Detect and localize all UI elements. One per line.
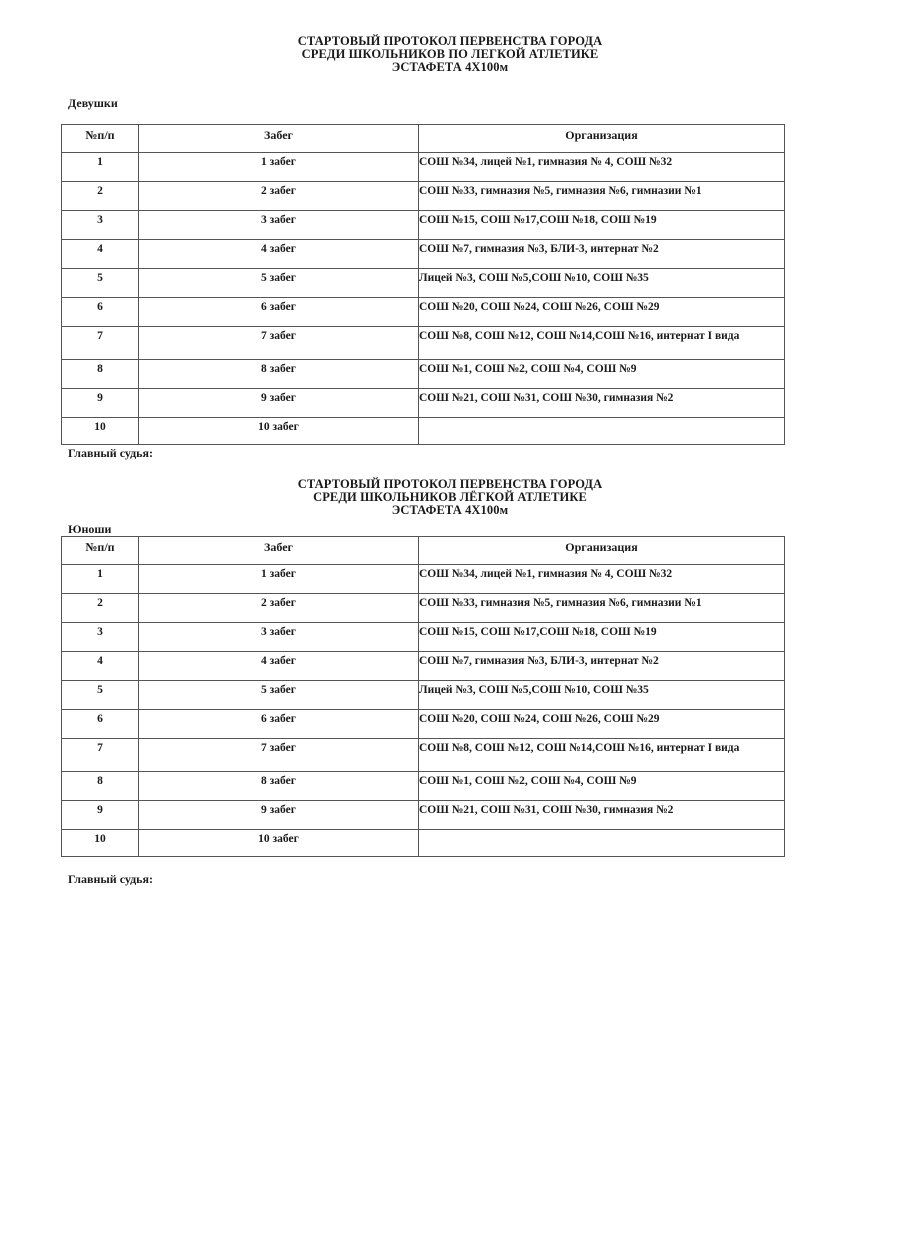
title-line: СРЕДИ ШКОЛЬНИКОВ ЛЁГКОЙ АТЛЕТИКЕ <box>313 490 587 504</box>
row-number: 4 <box>62 240 139 269</box>
row-organization: СОШ №1, СОШ №2, СОШ №4, СОШ №9 <box>419 772 785 801</box>
title-line: СТАРТОВЫЙ ПРОТОКОЛ ПЕРВЕНСТВА ГОРОДА <box>297 34 603 48</box>
table-row <box>62 182 785 211</box>
table-header-row <box>62 537 785 565</box>
row-heat: 8 забег <box>139 360 419 389</box>
row-number: 3 <box>62 623 139 652</box>
table-row <box>62 801 785 830</box>
row-number: 5 <box>62 269 139 298</box>
row-organization: Лицей №3, СОШ №5,СОШ №10, СОШ №35 <box>419 269 785 298</box>
row-heat: 1 забег <box>139 565 419 594</box>
row-heat: 4 забег <box>139 240 419 269</box>
row-number: 1 <box>62 565 139 594</box>
row-heat: 5 забег <box>139 269 419 298</box>
row-organization: СОШ №33, гимназия №5, гимназия №6, гимназии №1 <box>419 182 785 211</box>
title-line: ЭСТАФЕТА 4Х100м <box>391 503 509 517</box>
header-number: №п/п <box>62 125 139 153</box>
table-row <box>62 327 785 360</box>
table-row <box>62 710 785 739</box>
row-heat: 10 забег <box>139 418 419 445</box>
group-label-girls: Девушки <box>68 96 118 110</box>
row-number: 2 <box>62 182 139 211</box>
row-heat: 7 забег <box>139 739 419 772</box>
row-heat: 5 забег <box>139 681 419 710</box>
row-heat: 10 забег <box>139 830 419 857</box>
row-organization: СОШ №15, СОШ №17,СОШ №18, СОШ №19 <box>419 623 785 652</box>
row-heat: 3 забег <box>139 211 419 240</box>
row-organization: СОШ №20, СОШ №24, СОШ №26, СОШ №29 <box>419 710 785 739</box>
row-heat: 6 забег <box>139 710 419 739</box>
table-row <box>62 772 785 801</box>
row-organization <box>419 418 785 445</box>
table-row <box>62 389 785 418</box>
table-row <box>62 739 785 772</box>
table-row <box>62 360 785 389</box>
title-line: ЭСТАФЕТА 4Х100м <box>391 60 509 74</box>
chief-judge-label-girls: Главный судья: <box>68 446 154 460</box>
table-row <box>62 418 785 445</box>
header-organization: Организация <box>419 125 785 153</box>
row-number: 1 <box>62 153 139 182</box>
boys-start-table <box>61 536 785 857</box>
header-heat: Забег <box>139 125 419 153</box>
table-row <box>62 211 785 240</box>
row-heat: 4 забег <box>139 652 419 681</box>
row-heat: 7 забег <box>139 327 419 360</box>
header-number: №п/п <box>62 537 139 565</box>
row-organization: СОШ №7, гимназия №3, БЛИ-3, интернат №2 <box>419 240 785 269</box>
group-label-boys: Юноши <box>68 522 112 536</box>
header-heat: Забег <box>139 537 419 565</box>
row-heat: 9 забег <box>139 389 419 418</box>
row-number: 7 <box>62 739 139 772</box>
table-row <box>62 153 785 182</box>
row-heat: 2 забег <box>139 594 419 623</box>
table-row <box>62 240 785 269</box>
row-heat: 1 забег <box>139 153 419 182</box>
table-header-row <box>62 125 785 153</box>
row-number: 3 <box>62 211 139 240</box>
table-row <box>62 830 785 857</box>
girls-start-table <box>61 124 785 445</box>
table-row <box>62 681 785 710</box>
row-number: 10 <box>62 418 139 445</box>
title-line: СРЕДИ ШКОЛЬНИКОВ ПО ЛЕГКОЙ АТЛЕТИКЕ <box>301 47 599 61</box>
row-organization: СОШ №34, лицей №1, гимназия № 4, СОШ №32 <box>419 565 785 594</box>
row-heat: 6 забег <box>139 298 419 327</box>
row-organization: СОШ №21, СОШ №31, СОШ №30, гимназия №2 <box>419 801 785 830</box>
row-organization: СОШ №21, СОШ №31, СОШ №30, гимназия №2 <box>419 389 785 418</box>
row-organization: СОШ №8, СОШ №12, СОШ №14,СОШ №16, интернат I вида <box>419 739 785 772</box>
row-heat: 8 забег <box>139 772 419 801</box>
row-organization: СОШ №20, СОШ №24, СОШ №26, СОШ №29 <box>419 298 785 327</box>
table-row <box>62 652 785 681</box>
boys-protocol-title <box>0 478 900 517</box>
row-organization: СОШ №33, гимназия №5, гимназия №6, гимназии №1 <box>419 594 785 623</box>
row-organization: СОШ №8, СОШ №12, СОШ №14,СОШ №16, интернат I вида <box>419 327 785 360</box>
row-organization: СОШ №34, лицей №1, гимназия № 4, СОШ №32 <box>419 153 785 182</box>
row-organization: СОШ №15, СОШ №17,СОШ №18, СОШ №19 <box>419 211 785 240</box>
row-heat: 3 забег <box>139 623 419 652</box>
girls-protocol-title <box>0 35 900 74</box>
row-organization <box>419 830 785 857</box>
table-row <box>62 594 785 623</box>
row-number: 2 <box>62 594 139 623</box>
row-number: 4 <box>62 652 139 681</box>
row-number: 8 <box>62 360 139 389</box>
table-row <box>62 298 785 327</box>
row-number: 9 <box>62 389 139 418</box>
title-line: СТАРТОВЫЙ ПРОТОКОЛ ПЕРВЕНСТВА ГОРОДА <box>297 477 603 491</box>
row-number: 6 <box>62 298 139 327</box>
row-heat: 9 забег <box>139 801 419 830</box>
table-row <box>62 623 785 652</box>
table-row <box>62 269 785 298</box>
chief-judge-label-boys: Главный судья: <box>68 872 154 886</box>
row-organization: СОШ №1, СОШ №2, СОШ №4, СОШ №9 <box>419 360 785 389</box>
row-number: 8 <box>62 772 139 801</box>
header-organization: Организация <box>419 537 785 565</box>
row-organization: СОШ №7, гимназия №3, БЛИ-3, интернат №2 <box>419 652 785 681</box>
row-number: 5 <box>62 681 139 710</box>
row-heat: 2 забег <box>139 182 419 211</box>
table-row <box>62 565 785 594</box>
row-number: 6 <box>62 710 139 739</box>
row-organization: Лицей №3, СОШ №5,СОШ №10, СОШ №35 <box>419 681 785 710</box>
row-number: 10 <box>62 830 139 857</box>
row-number: 7 <box>62 327 139 360</box>
row-number: 9 <box>62 801 139 830</box>
